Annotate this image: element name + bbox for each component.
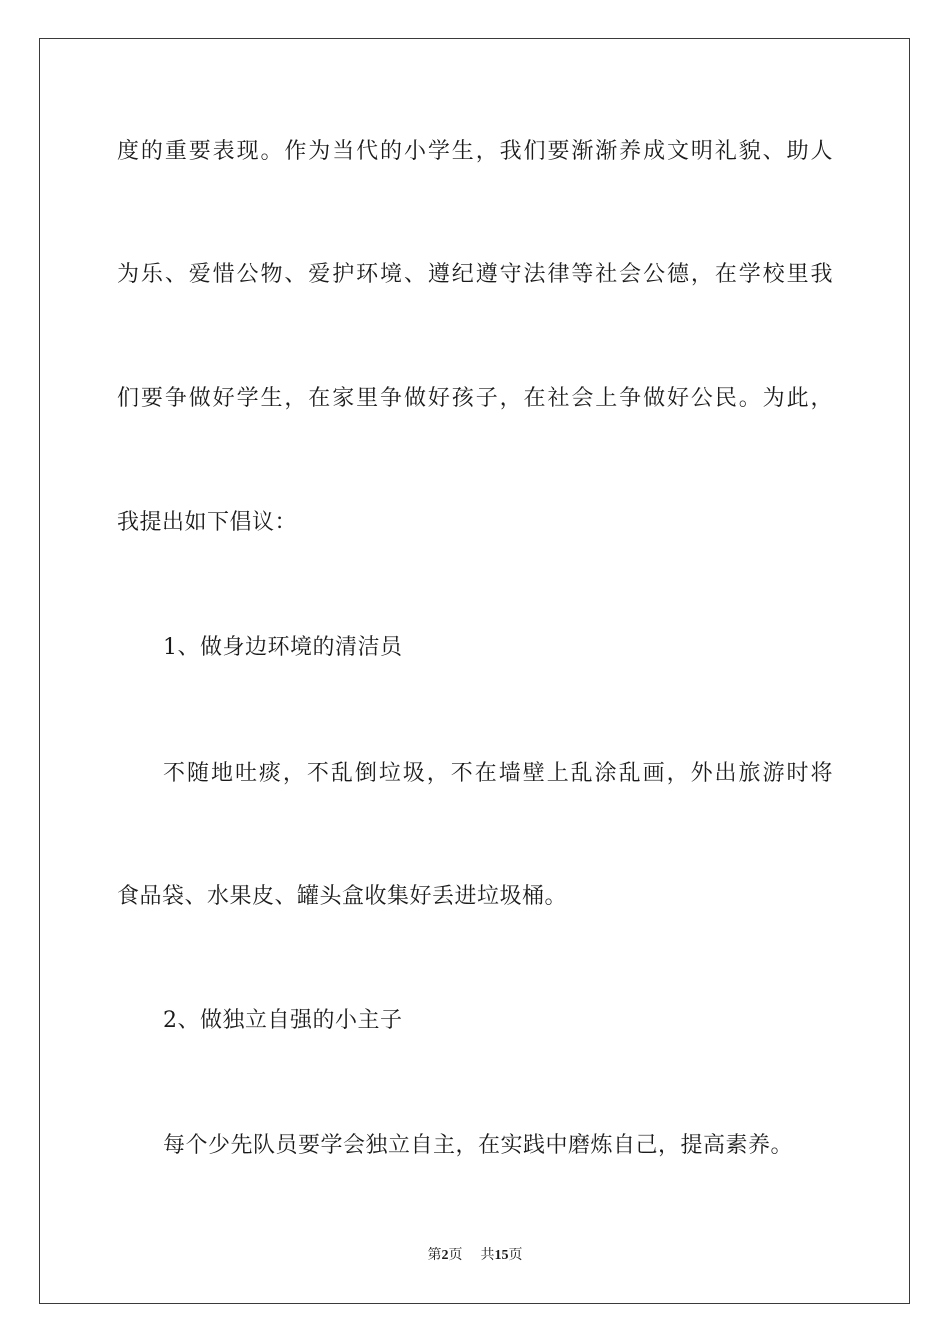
footer-page-suffix: 页 [448,1248,463,1263]
body-line-9: 每个少先队员要学会独立自主，在实践中磨炼自己，提高素养。 [163,1133,794,1158]
footer-total-prefix: 共 [480,1248,495,1263]
footer-page-prefix: 第 [427,1248,442,1263]
footer-total-pages: 15 [494,1248,509,1263]
body-line-6: 不随地吐痰，不乱倒垃圾，不在墙壁上乱涂乱画，外出旅游时将 [163,761,833,786]
page-border [39,38,910,1304]
body-line-2: 为乐、爱惜公物、爱护环境、遵纪遵守法律等社会公德，在学校里我 [117,262,833,287]
footer-total-suffix: 页 [508,1248,523,1263]
page-footer [0,1246,950,1266]
body-line-3: 们要争做好学生，在家里争做好孩子，在社会上争做好公民。为此， [117,386,833,411]
body-line-4: 我提出如下倡议： [117,510,298,535]
body-line-1: 度的重要表现。作为当代的小学生，我们要渐渐养成文明礼貌、助人 [117,139,833,164]
body-line-7: 食品袋、水果皮、罐头盒收集好丢进垃圾桶。 [117,884,568,909]
footer-page-number: 2 [441,1248,449,1263]
list-heading-2: 2、做独立自强的小主子 [163,1008,403,1033]
list-heading-1: 1、做身边环境的清洁员 [163,635,403,660]
